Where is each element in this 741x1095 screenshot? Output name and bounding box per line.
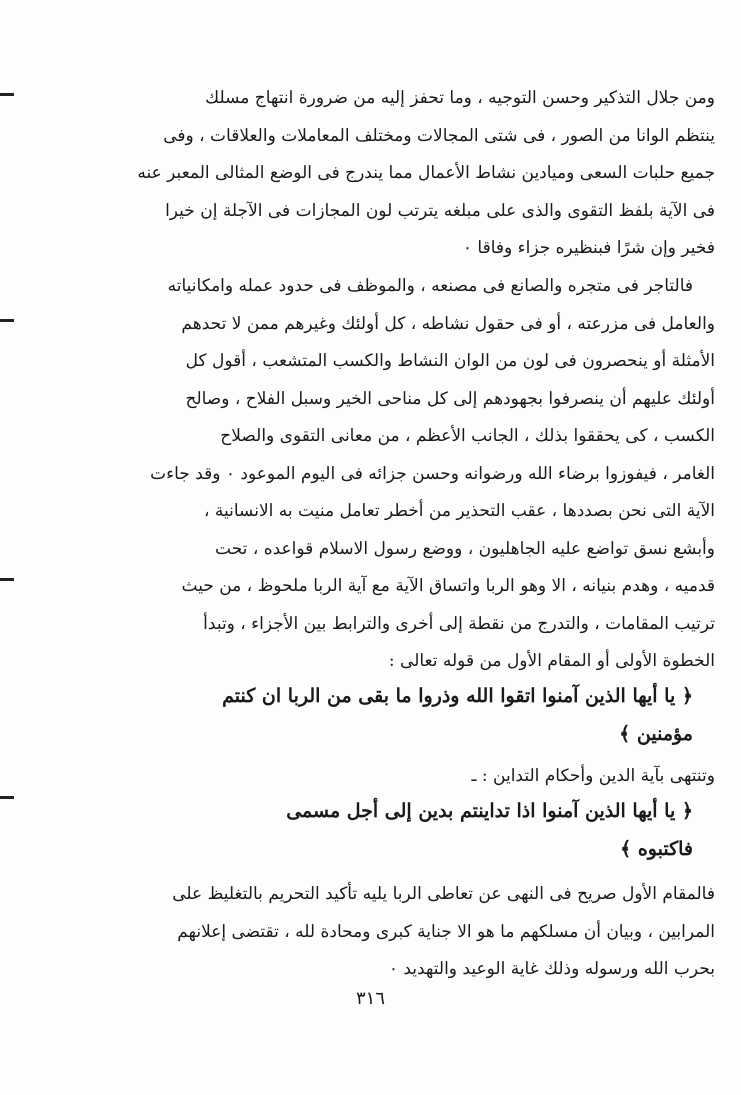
paragraph-3 xyxy=(100,876,715,989)
text-line: أولئك عليهم أن ينصرفوا بجهودهم إلى كل مناحى الخير وسبل الفلاح ، وصالح xyxy=(185,388,715,409)
text-line: وأبشع نسق تواضع عليه الجاهليون ، ووضع رسول الاسلام قواعده ، تحت xyxy=(215,538,715,559)
text-line: بحرب الله ورسوله وذلك غاية الوعيد والتهديد ٠ xyxy=(388,959,715,979)
verse-2-intro xyxy=(100,758,715,796)
text-line: الآية التى نحن بصددها ، عقب التحذير من أخطر تعامل منيت به الانسانية ، xyxy=(204,501,715,521)
verse-2 xyxy=(100,793,715,868)
verse-line: فاكتبوه ﴾ xyxy=(620,837,693,860)
page-number: ٣١٦ xyxy=(355,988,385,1009)
margin-mark xyxy=(0,319,14,322)
text-line: قدميه ، وهدم بنيانه ، الا وهو الربا واتساق الآية مع آية الربا ملحوظ ، من حيث xyxy=(181,576,715,596)
verse-line: مؤمنين ﴾ xyxy=(619,722,693,745)
text-line: ينتظم الوانا من الصور ، فى شتى المجالات ومختلف المعاملات والعلاقات ، وفى xyxy=(163,125,715,146)
text-line: ترتيب المقامات ، والتدرج من نقطة إلى أخرى والترابط بين الأجزاء ، وتبدأ xyxy=(203,613,715,634)
text-line: فخير وإن شرًا فبنظيره جزاء وفاقا ٠ xyxy=(462,238,715,258)
margin-mark xyxy=(0,93,14,96)
margin-mark xyxy=(0,578,14,581)
text-line: فى الآية بلفظ التقوى والذى على مبلغه يترتب لون المجازات فى الآجلة إن خيرا xyxy=(165,200,715,221)
paragraph-1 xyxy=(100,80,715,268)
margin-mark xyxy=(0,796,14,799)
text-line: فالتاجر فى متجره والصانع فى مصنعه ، والموظف فى حدود عمله وامكانياته xyxy=(167,276,693,296)
verse-line: ﴿ يا أيها الذين آمنوا اتقوا الله وذروا ما بقى من الربا ان كنتم xyxy=(222,685,693,707)
text-line: فالمقام الأول صريح فى النهى عن تعاطى الربا يليه تأكيد التحريم بالتغليظ على xyxy=(172,884,715,904)
text-line: وتنتهى بآية الدين وأحكام التداين : ـ xyxy=(471,766,715,786)
text-line: المرابين ، وبيان أن مسلكهم ما هو الا جناية كبرى ومحادة لله ، تقتضى إعلانهم xyxy=(177,921,715,942)
text-line: الأمثلة أو ينحصرون فى لون من الوان النشاط والكسب المتشعب ، أقول كل xyxy=(185,351,715,371)
text-line: الغامر ، فيفوزوا برضاء الله ورضوانه وحسن جزائه فى اليوم الموعود ٠ وقد جاءت xyxy=(150,463,715,484)
text-line: جميع حلبات السعى وميادين نشاط الأعمال مما يندرج فى الوضع المثالى المعبر عنه xyxy=(137,163,715,183)
paragraph-2 xyxy=(100,268,715,681)
text-line: والعامل فى مزرعته ، أو فى حقول نشاطه ، كل أولئك وغيرهم ممن لا تحدهم xyxy=(181,313,715,334)
text-line: الكسب ، كى يحققوا بذلك ، الجانب الأعظم ، من معانى التقوى والصلاح xyxy=(220,426,715,446)
verse-1 xyxy=(100,678,715,753)
text-line: ومن جلال التذكير وحسن التوجيه ، وما تحفز إليه من ضرورة انتهاج مسلك xyxy=(205,88,715,108)
verse-line: ﴿ يا أيها الذين آمنوا اذا تداينتم بدين إلى أجل مسمى xyxy=(286,800,693,822)
text-line: الخطوة الأولى أو المقام الأول من قوله تعالى : xyxy=(388,651,715,671)
